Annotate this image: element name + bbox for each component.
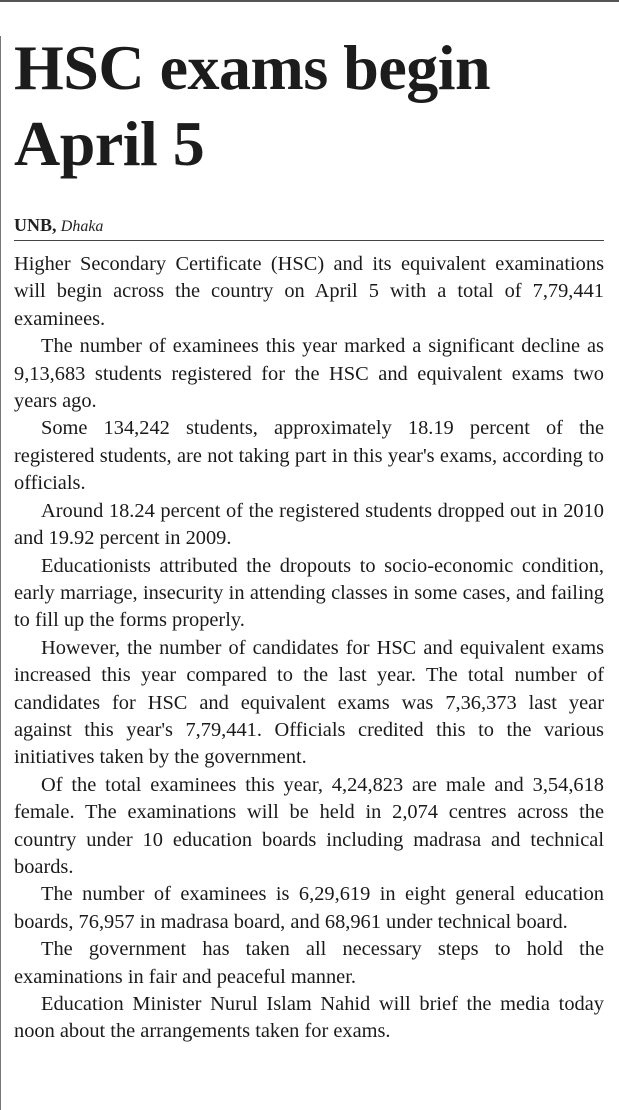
column-rule xyxy=(0,36,1,1110)
byline-agency: UNB, xyxy=(14,215,57,236)
paragraph: The number of examinees this year marked a significant decline as 9,13,683 students registered for the HSC and equivalent exams two years ago. xyxy=(14,335,604,413)
byline-place: Dhaka xyxy=(60,218,104,236)
news-article xyxy=(14,30,604,1046)
article-body xyxy=(14,251,604,1046)
paragraph: The number of examinees is 6,29,619 in eight general education boards, 76,957 in madrasa board, and 68,961 under technical board. xyxy=(14,883,604,933)
paragraph: The government has taken all necessary steps to hold the examinations in fair and peaceful manner. xyxy=(14,938,604,988)
paragraph: Around 18.24 percent of the registered students dropped out in 2010 and 19.92 percent in 2009. xyxy=(14,499,604,550)
paragraph: Educationists attributed the dropouts to socio-economic condition, early marriage, insecurity in attending classes in some cases, and failing to fill up the forms properly. xyxy=(14,554,604,632)
paragraph: Higher Secondary Certificate (HSC) and its equivalent examinations will begin across the country on April 5 with a total of 7,79,441 examinees. xyxy=(14,253,604,330)
paragraph: Of the total examinees this year, 4,24,823 are male and 3,54,618 female. The examinations will be held in 2,074 centres across the country under 10 education boards including madrasa and technical boards. xyxy=(14,773,604,878)
headline: HSC exams begin April 5 xyxy=(14,32,491,179)
top-rule xyxy=(0,0,619,2)
byline xyxy=(14,215,604,241)
paragraph: Some 134,242 students, approximately 18.19 percent of the registered students, are not taking part in this year's exams, according to officials. xyxy=(14,417,604,495)
paragraph: Education Minister Nurul Islam Nahid will brief the media today noon about the arrangements taken for exams. xyxy=(14,993,604,1043)
paragraph: However, the number of candidates for HSC and equivalent exams increased this year compared to the last year. The total number of candidates for HSC and equivalent exams was 7,36,373 last year against this year's 7,79,441. Officials credited this to the various initiatives taken by the government. xyxy=(14,636,604,769)
